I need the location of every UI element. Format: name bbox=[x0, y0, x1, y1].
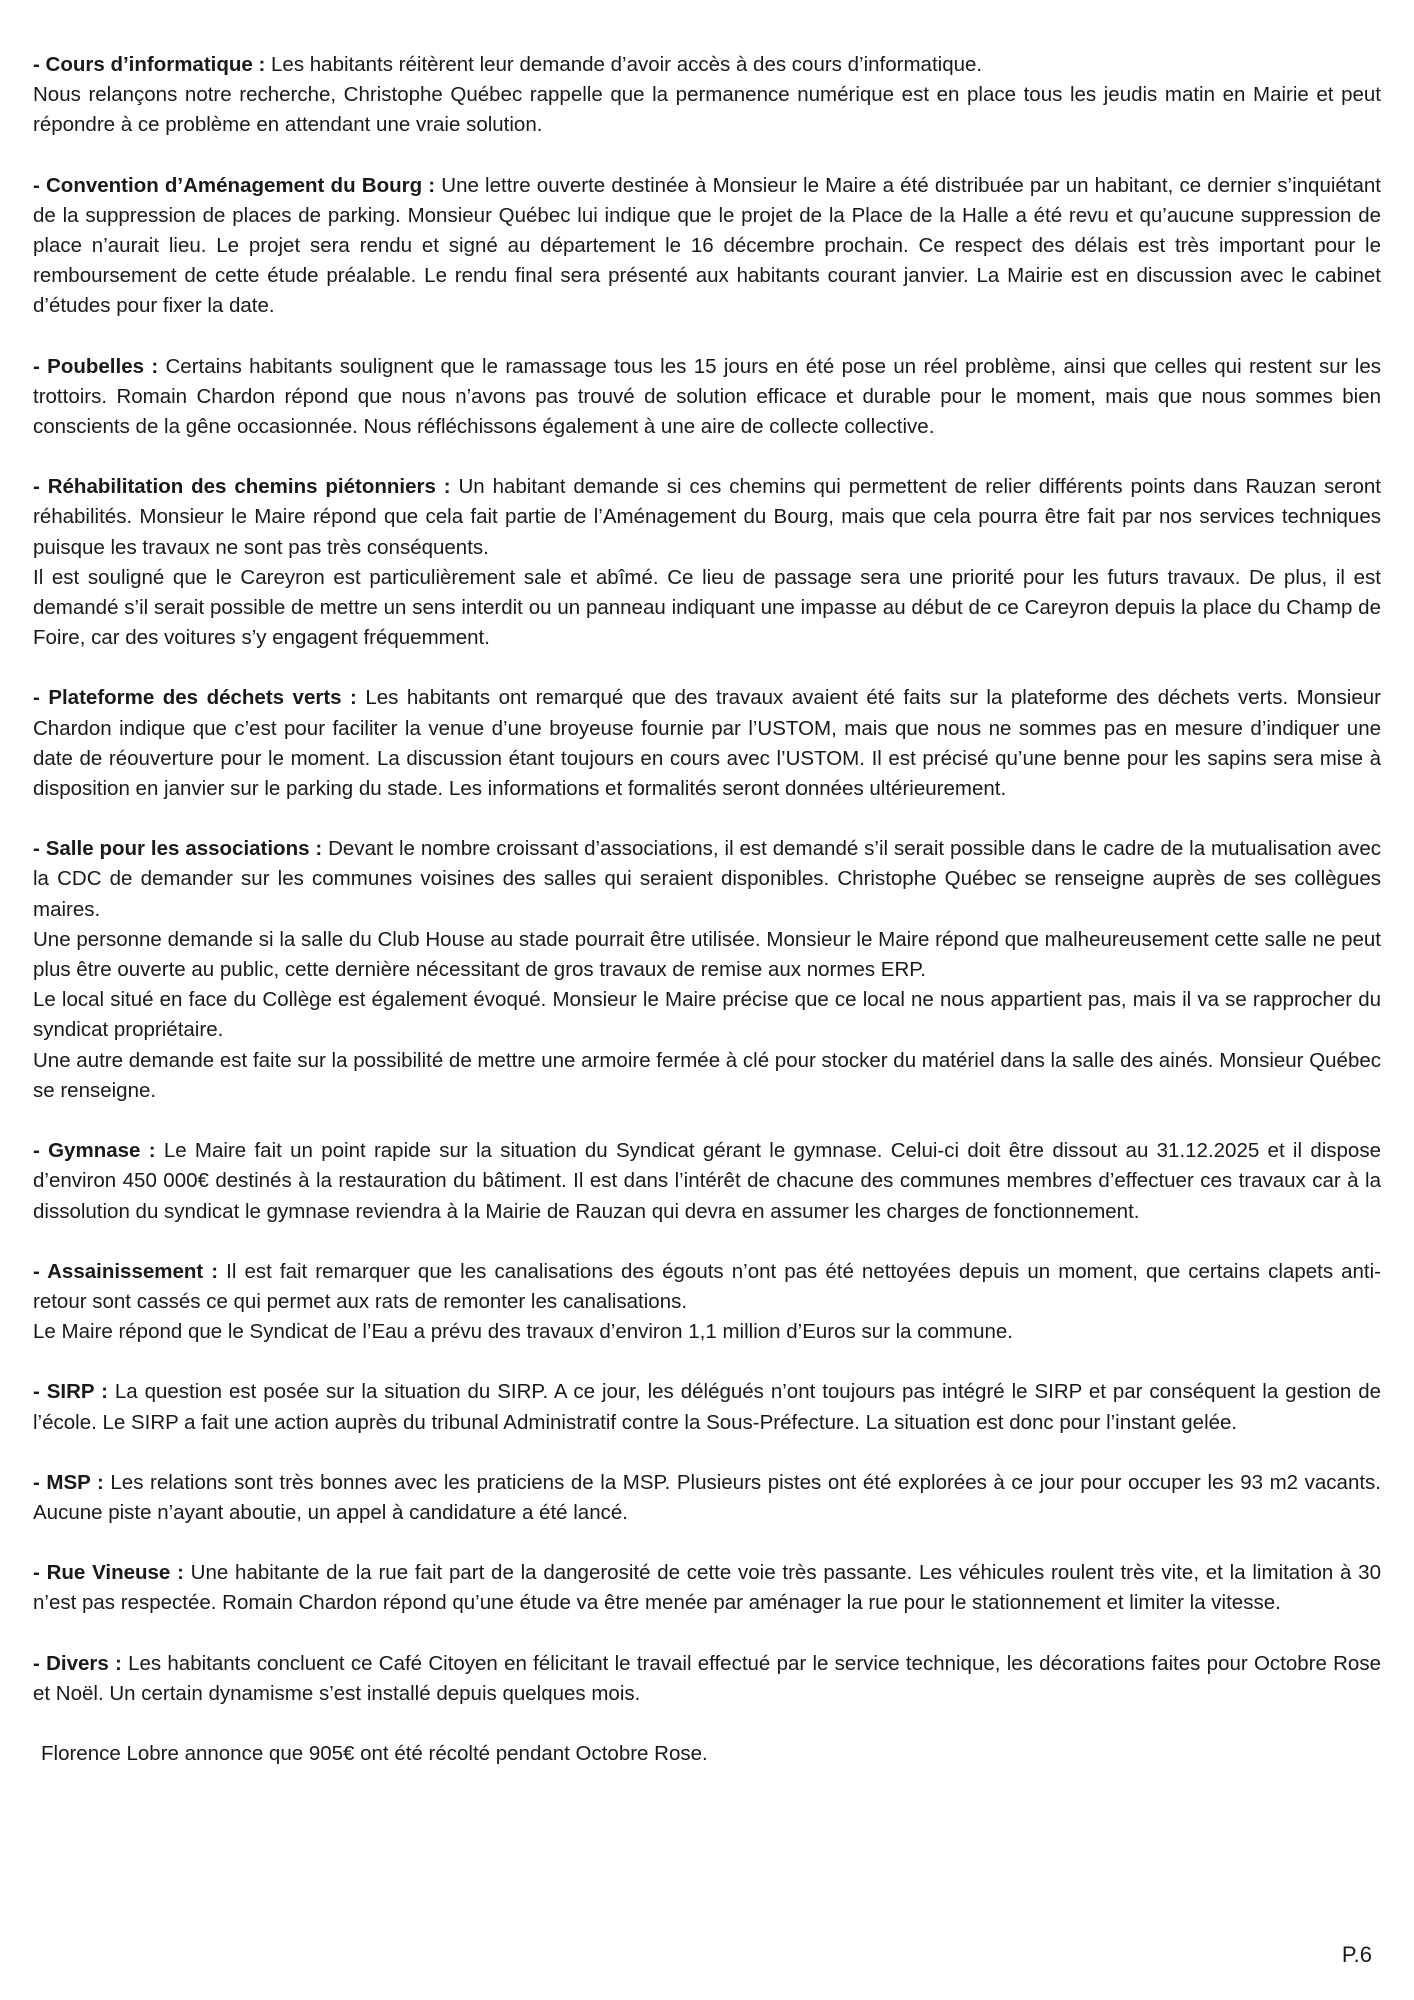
section-msp bbox=[33, 1468, 1381, 1528]
paragraph bbox=[33, 834, 1381, 925]
section-text: Les habitants concluent ce Café Citoyen en félicitant le travail effectué par le service technique, les décorations faites pour Octobre Rose et Noël. Un certain dynamisme s’est installé depuis quelques mois. bbox=[33, 1651, 1381, 1705]
paragraph bbox=[33, 1136, 1381, 1227]
document-page bbox=[33, 50, 1381, 1769]
paragraph bbox=[33, 1649, 1381, 1709]
section-rue-vineuse bbox=[33, 1558, 1381, 1618]
section-convention-amenagement bbox=[33, 171, 1381, 322]
section-heading: - Plateforme des déchets verts : bbox=[33, 686, 357, 710]
section-text: Le Maire fait un point rapide sur la situation du Syndicat gérant le gymnase. Celui-ci doit être dissout au 31.12.2025 et il dispose d’environ 450 000€ destinés à la restauration du bâtiment. Il est dans l’intérêt de chacune des communes membres d’effectuer ces travaux car à la dissolution du syndicat le gymnase reviendra à la Mairie de Rauzan qui devra en assumer les charges de fonctionnement. bbox=[33, 1139, 1381, 1223]
section-text: Les habitants ont remarqué que des travaux avaient été faits sur la plateforme des déchets verts. Monsieur Chardon indique que c’est pour faciliter la venue d’une broyeuse fournie par l’USTOM, mais que nous ne sommes pas en mesure d’indiquer une date de réouverture pour le moment. La discussion étant toujours en cours avec l’USTOM. Il est précisé qu’une benne pour les sapins sera mise à disposition en janvier sur le parking du stade. Les informations et formalités seront données ultérieurement. bbox=[33, 686, 1381, 801]
section-heading: - Divers : bbox=[33, 1651, 122, 1675]
page-number: P.6 bbox=[1341, 1942, 1372, 1967]
section-heading: - Assainissement : bbox=[33, 1259, 219, 1283]
paragraph: Une personne demande si la salle du Club House au stade pourrait être utilisée. Monsieur le Maire répond que malheureusement cette salle ne peut plus être ouverte au public, cette dernière nécessitant de gros travaux de remise aux normes ERP. bbox=[33, 927, 1381, 982]
section-heading: - SIRP : bbox=[33, 1380, 108, 1404]
section-text: Devant le nombre croissant d’associations, il est demandé s’il serait possible dans le cadre de la mutualisation avec la CDC de demander sur les communes voisines des salles qui seraient disponibles. Christophe Québec se renseigne auprès de ses collègues maires. bbox=[33, 837, 1381, 921]
paragraph bbox=[33, 1468, 1381, 1528]
paragraph bbox=[33, 472, 1381, 563]
closing-note: Florence Lobre annonce que 905€ ont été récolté pendant Octobre Rose. bbox=[41, 1741, 708, 1765]
section-heading: - Gymnase : bbox=[33, 1139, 156, 1163]
section-chemins-pietonniers bbox=[33, 472, 1381, 653]
paragraph bbox=[33, 171, 1381, 322]
section-heading: - Convention d’Aménagement du Bourg : bbox=[33, 173, 436, 197]
section-dechets-verts bbox=[33, 683, 1381, 804]
section-heading: - Réhabilitation des chemins piétonniers : bbox=[33, 475, 451, 499]
paragraph: Une autre demande est faite sur la possibilité de mettre une armoire fermée à clé pour stocker du matériel dans la salle des ainés. Monsieur Québec se renseigne. bbox=[33, 1048, 1382, 1102]
paragraph: Le Maire répond que le Syndicat de l’Eau a prévu des travaux d’environ 1,1 million d’Euros sur la commune. bbox=[33, 1320, 1013, 1344]
paragraph: Le local situé en face du Collège est également évoqué. Monsieur le Maire précise que ce local ne nous appartient pas, mais il va se rapprocher du syndicat propriétaire. bbox=[33, 988, 1381, 1042]
section-text: Il est fait remarquer que les canalisations des égouts n’ont pas été nettoyées depuis un moment, que certains clapets anti-retour sont cassés ce qui permet aux rats de remonter les canalisations. bbox=[33, 1259, 1382, 1313]
section-heading: - Cours d’informatique : bbox=[33, 53, 266, 76]
section-text: Les relations sont très bonnes avec les praticiens de la MSP. Plusieurs pistes ont été explorées à ce jour pour occuper les 93 m2 vacants. Aucune piste n’ayant aboutie, un appel à candidature a été lancé. bbox=[33, 1470, 1381, 1524]
section-text: Certains habitants soulignent que le ramassage tous les 15 jours en été pose un réel problème, ainsi que celles qui restent sur les trottoirs. Romain Chardon répond que nous n’avons pas trouvé de solution efficace et durable pour le moment, mais que nous sommes bien conscients de la gêne occasionnée. Nous réfléchissons également à une aire de collecte collective. bbox=[33, 354, 1381, 439]
section-heading: - Poubelles : bbox=[33, 354, 159, 378]
paragraph: Nous relançons notre recherche, Christophe Québec rappelle que la permanence numérique est en place tous les jeudis matin en Mairie et peut répondre à ce problème en attendant une vraie solution. bbox=[33, 83, 1381, 137]
section-assainissement bbox=[33, 1257, 1381, 1348]
paragraph bbox=[33, 1257, 1381, 1317]
section-divers bbox=[33, 1649, 1381, 1709]
paragraph: Il est souligné que le Careyron est particulièrement sale et abîmé. Ce lieu de passage sera une priorité pour les futurs travaux. De plus, il est demandé s’il serait possible de mettre un sens interdit ou un panneau indiquant une impasse au début de ce Careyron depuis la place du Champ de Foire, car des voitures s’y engagent fréquemment. bbox=[33, 565, 1381, 650]
section-text: Les habitants réitèrent leur demande d’avoir accès à des cours d’informatique. bbox=[265, 53, 983, 76]
paragraph bbox=[33, 50, 1381, 80]
section-gymnase bbox=[33, 1136, 1381, 1227]
paragraph bbox=[33, 1558, 1381, 1618]
paragraph bbox=[33, 352, 1381, 443]
section-poubelles bbox=[33, 352, 1381, 443]
section-text: Une habitante de la rue fait part de la dangerosité de cette voie très passante. Les véhicules roulent très vite, et la limitation à 30 n’est pas respectée. Romain Chardon répond qu’une étude va être menée par aménager la rue pour le stationnement et limiter la vitesse. bbox=[33, 1561, 1381, 1615]
section-text: Une lettre ouverte destinée à Monsieur le Maire a été distribuée par un habitant, ce dernier s’inquiétant de la suppression de places de parking. Monsieur Québec lui indique que le projet de la Place de la Halle a été revu et qu’aucune suppression de place n’aurait lieu. Le projet sera rendu et signé au département le 16 décembre prochain. Ce respect des délais est très important pour le remboursement de cette étude préalable. Le rendu final sera présenté aux habitants courant janvier. La Mairie est en discussion avec le cabinet d’études pour fixer la date. bbox=[33, 173, 1381, 318]
section-cours-informatique bbox=[33, 50, 1381, 141]
section-heading: - MSP : bbox=[33, 1470, 104, 1494]
section-heading: - Rue Vineuse : bbox=[33, 1561, 184, 1585]
section-heading: - Salle pour les associations : bbox=[33, 837, 323, 861]
paragraph bbox=[33, 1377, 1381, 1437]
section-salle-associations bbox=[33, 834, 1381, 1106]
paragraph bbox=[33, 683, 1381, 804]
section-text: La question est posée sur la situation du SIRP. A ce jour, les délégués n’ont toujours pas intégré le SIRP et par conséquent la gestion de l’école. Le SIRP a fait une action auprès du tribunal Administratif contre la Sous-Préfecture. La situation est donc pour l’instant gelée. bbox=[33, 1380, 1381, 1434]
section-text: Un habitant demande si ces chemins qui permettent de relier différents points dans Rauzan seront réhabilités. Monsieur le Maire répond que cela fait partie de l’Aménagement du Bourg, mais que cela pourra être fait par nos services techniques puisque les travaux ne sont pas très conséquents. bbox=[33, 475, 1381, 559]
section-sirp bbox=[33, 1377, 1381, 1437]
